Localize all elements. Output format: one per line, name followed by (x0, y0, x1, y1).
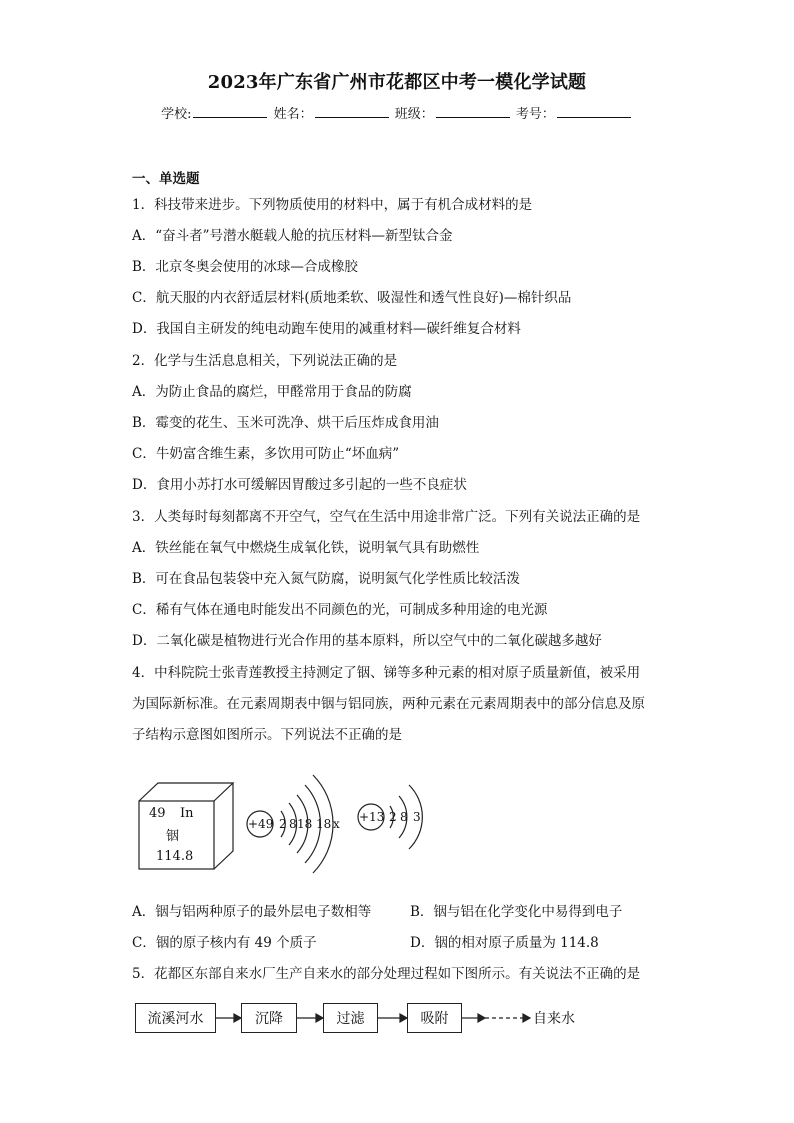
aluminum-shell-2: 8 (400, 810, 408, 824)
q3-option-c: C．稀有气体在通电时能发出不同颜色的光，可制成多种用途的电光源 (132, 602, 548, 618)
q1-option-c: C．航天服的内衣舒适层材料(质地柔软、吸湿性和透气性良好)—棉针织品 (132, 290, 572, 306)
q2-stem: 2．化学与生活息息相关，下列说法正确的是 (132, 353, 398, 369)
exam-no-label: 考号： (515, 107, 555, 122)
q2-option-a: A．为防止食品的腐烂，甲醛常用于食品的防腐 (132, 384, 412, 400)
q1-option-a: A．“奋斗者”号潜水艇载人舱的抗压材料—新型钛合金 (132, 228, 453, 244)
q1-option-d: D．我国自主研发的纯电动跑车使用的减重材料—碳纤维复合材料 (132, 321, 521, 337)
aluminum-shell-1: 2 (389, 810, 397, 824)
q4-option-a: A．铟与铝两种原子的最外层电子数相等 (132, 904, 372, 920)
element-name: 铟 (166, 829, 180, 844)
section-title: 一、单选题 (132, 171, 200, 187)
flow-step-filtration: 过滤 (323, 1003, 378, 1033)
flow-step-river-water: 流溪河水 (135, 1003, 216, 1033)
q2-option-b: B．霉变的花生、玉米可洗净、烘干后压炸成食用油 (132, 415, 439, 431)
flow-step-adsorption: 吸附 (407, 1003, 462, 1033)
school-label: 学校: (161, 107, 192, 122)
aluminum-nucleus-charge: +13 (359, 810, 385, 824)
q3-option-b: B．可在食品包装袋中充入氮气防腐，说明氮气化学性质比较活泼 (132, 571, 520, 587)
q4-stem-line-2: 为国际新标准。在元素周期表中铟与铝同族，两种元素在元素周期表中的部分信息及原 (132, 696, 645, 712)
indium-nucleus-charge: +49 (248, 817, 274, 831)
q5-stem: 5．花都区东部自来水厂生产自来水的部分处理过程如下图所示。有关说法不正确的是 (132, 966, 641, 982)
indium-shell-4: 18 (316, 817, 332, 831)
q4-option-d: D．铟的相对原子质量为 114.8 (410, 935, 599, 951)
q4-stem-line-1: 4．中科院院士张青莲教授主持测定了铟、锑等多种元素的相对原子质量新值，被采用 (132, 665, 641, 681)
q4-stem-line-3: 子结构示意图如图所示。下列说法不正确的是 (132, 727, 402, 743)
q3-stem: 3．人类每时每刻都离不开空气，空气在生活中用途非常广泛。下列有关说法正确的是 (132, 509, 641, 525)
q4-option-c: C．铟的原子核内有 49 个质子 (132, 935, 317, 951)
q3-option-a: A．铁丝能在氧气中燃烧生成氧化铁，说明氧气具有助燃性 (132, 540, 480, 556)
q2-option-c: C．牛奶富含维生素，多饮用可防止“坏血病” (132, 446, 400, 462)
exam-title: 2023年广东省广州市花都区中考一模化学试题 (207, 72, 587, 93)
q1-stem: 1．科技带来进步。下列物质使用的材料中，属于有机合成材料的是 (132, 197, 533, 213)
flow-step-tap-water: 自来水 (533, 1011, 575, 1027)
q3-option-d: D．二氧化碳是植物进行光合作用的基本原料，所以空气中的二氧化碳越多越好 (132, 633, 602, 649)
indium-shell-2: 8 (289, 817, 297, 831)
class-label: 班级： (394, 107, 434, 122)
indium-shell-5: x (333, 817, 340, 831)
indium-shell-1: 2 (279, 817, 287, 831)
q2-option-d: D．食用小苏打水可缓解因胃酸过多引起的一些不良症状 (132, 477, 467, 493)
flow-step-sedimentation: 沉降 (241, 1003, 297, 1033)
element-mass: 114.8 (156, 849, 194, 864)
indium-shell-3: 18 (297, 817, 313, 831)
element-symbol: In (180, 806, 194, 821)
q4-option-b: B．铟与铝在化学变化中易得到电子 (410, 904, 623, 920)
name-label: 姓名： (273, 107, 313, 122)
aluminum-shell-3: 3 (413, 810, 421, 824)
element-atomic-number: 49 (149, 806, 166, 821)
q1-option-b: B．北京冬奥会使用的冰球—合成橡胶 (132, 259, 358, 275)
